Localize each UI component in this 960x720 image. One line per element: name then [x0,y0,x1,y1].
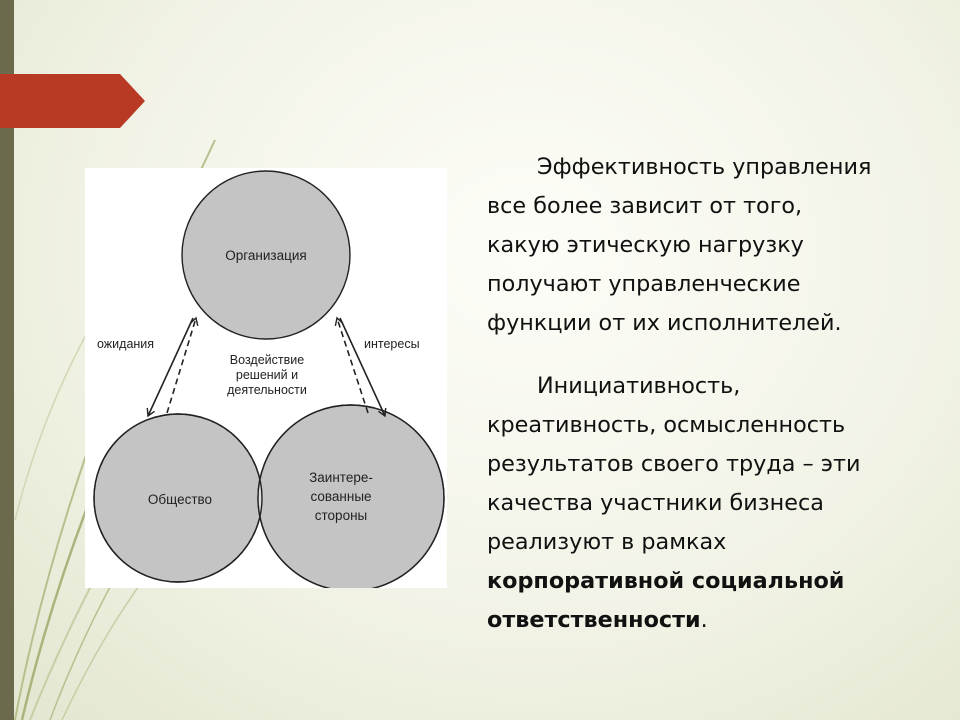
stakeholders-label-line3: стороны [314,508,368,523]
paragraph-effectiveness [487,148,927,343]
body-text [487,148,927,640]
text-line: Эффективность управления [537,154,872,180]
interests-arrow [340,318,385,416]
text-line: какую этическую нагрузку [487,232,804,258]
stakeholder-diagram [85,168,447,588]
paragraph-initiative [487,367,927,640]
expectations-label: ожидания [97,337,155,351]
society-label: Общество [147,492,213,507]
stakeholders-label-line2: сованные [310,489,372,504]
text-line: Инициативность, [537,373,741,399]
text-line: реализуют в рамках [487,529,727,555]
text-line: функции от их исполнителей. [487,310,842,336]
impact-label-line2: решений и [235,368,299,382]
text-line: все более зависит от того, [487,193,803,219]
end-punctuation: . [700,607,708,633]
text-line: креативность, осмысленность [487,412,846,438]
interests-label: интересы [364,337,420,351]
bold-term-line1: корпоративной социальной [487,568,845,594]
stakeholders-label-line1: Заинтере- [309,470,373,485]
diagram-panel [85,168,447,588]
impact-arrow-right [337,318,368,413]
text-line: качества участники бизнеса [487,490,824,516]
text-line: результатов своего труда – эти [487,451,861,477]
organization-label: Организация [225,248,307,263]
bold-term-line2: ответственности [487,607,701,633]
impact-label-line3: деятельности [227,383,307,397]
text-line: получают управленческие [487,271,801,297]
impact-label-line1: Воздействие [229,353,305,367]
accent-tab [0,0,145,130]
